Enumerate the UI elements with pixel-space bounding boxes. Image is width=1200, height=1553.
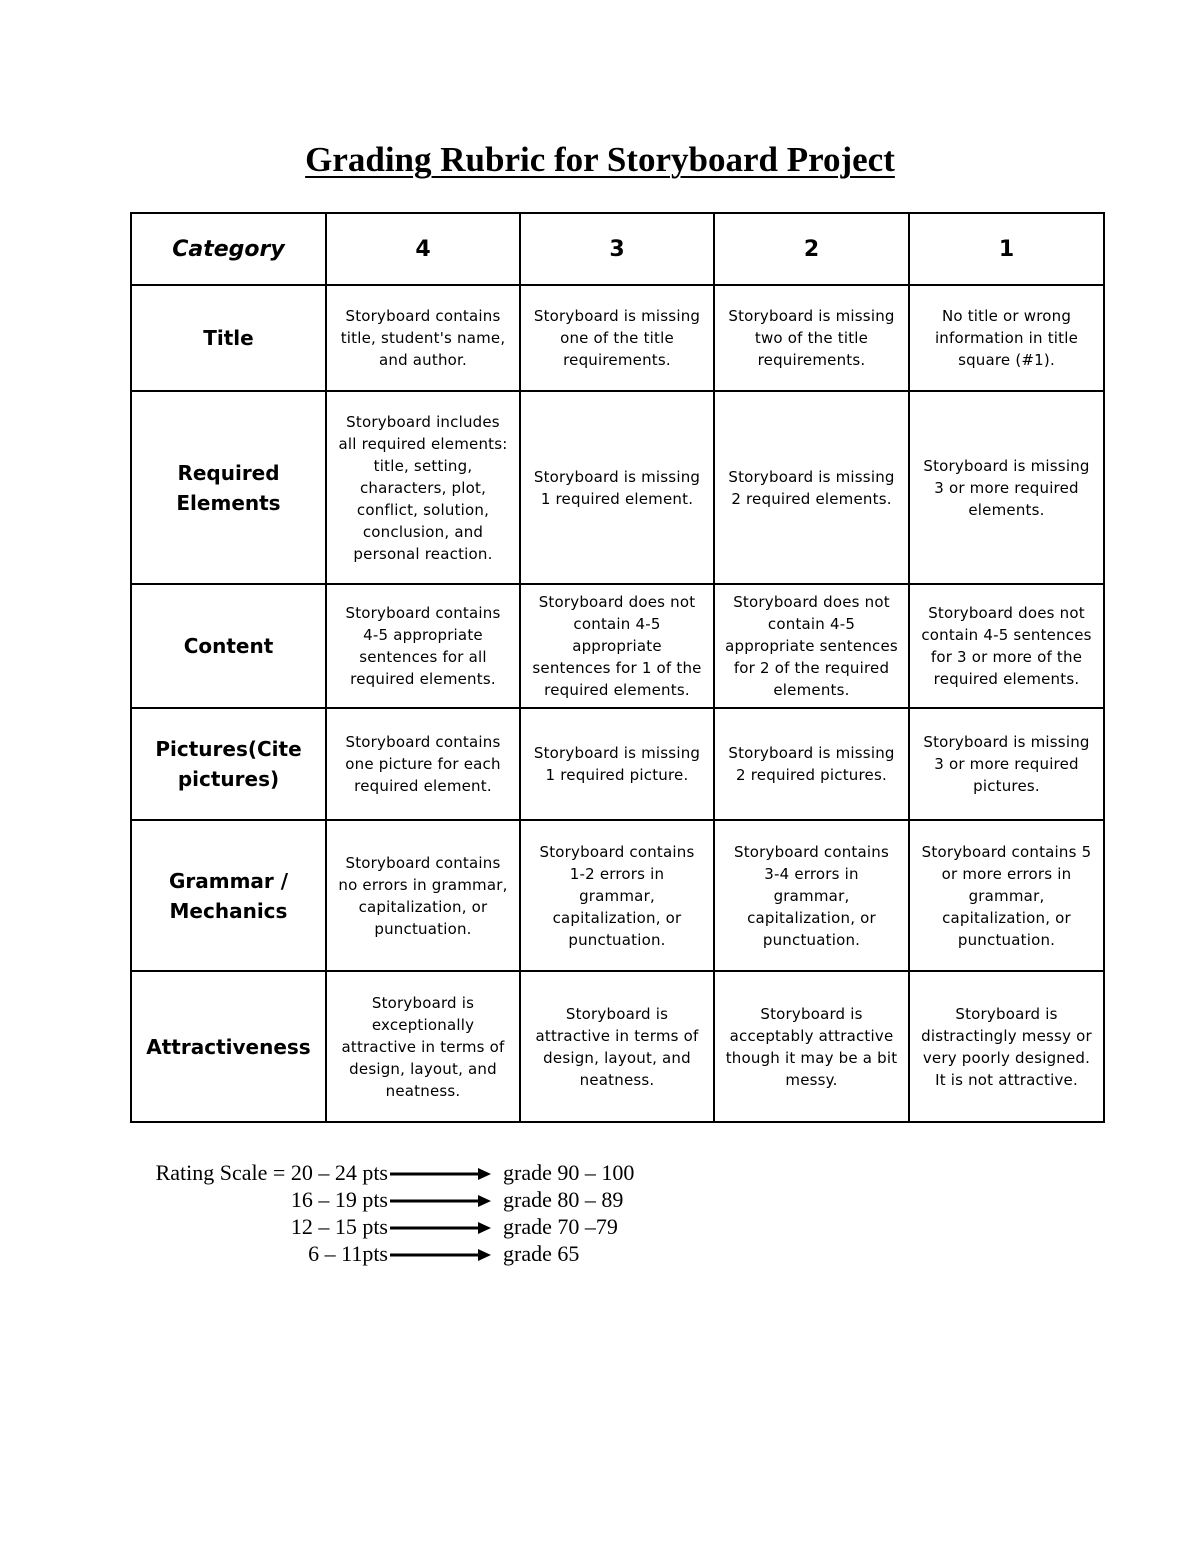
header-category: Category [131, 213, 326, 285]
table-cell: Storyboard is missing 2 required elements. [714, 391, 909, 584]
header-score-2: 2 [714, 213, 909, 285]
rating-points: 16 – 19 pts [290, 1187, 388, 1212]
table-cell: Storyboard is distractingly messy or very poorly designed. It is not attractive. [909, 971, 1104, 1122]
rubric-table [130, 212, 1105, 1123]
rating-scale-row [0, 1214, 1200, 1241]
table-cell: Storyboard is missing 3 or more required pictures. [909, 708, 1104, 820]
row-label-grammar-mechanics: Grammar / Mechanics [131, 820, 326, 971]
table-cell: Storyboard is missing 2 required pictures. [714, 708, 909, 820]
table-cell: Storyboard contains 4-5 appropriate sentences for all required elements. [326, 584, 520, 708]
rating-scale-row [0, 1187, 1200, 1214]
header-score-1: 1 [909, 213, 1104, 285]
right-arrow-icon [390, 1194, 492, 1208]
table-cell: Storyboard is missing 1 required element. [520, 391, 714, 584]
table-row [131, 584, 1104, 708]
right-arrow-icon [390, 1248, 492, 1262]
rating-scale-row [0, 1241, 1200, 1268]
row-label-title: Title [131, 285, 326, 391]
table-cell: Storyboard is acceptably attractive though it may be a bit messy. [714, 971, 909, 1122]
rating-grade: grade 80 – 89 [503, 1187, 624, 1212]
table-cell: Storyboard contains 1-2 errors in grammar, capitalization, or punctuation. [520, 820, 714, 971]
table-row [131, 391, 1104, 584]
rating-grade: grade 90 – 100 [503, 1160, 635, 1185]
table-cell: Storyboard does not contain 4-5 appropriate sentences for 1 of the required elements. [520, 584, 714, 708]
table-row [131, 708, 1104, 820]
table-cell: Storyboard is missing 3 or more required elements. [909, 391, 1104, 584]
table-cell: Storyboard includes all required elements: title, setting, characters, plot, conflict, solution, conclusion, and personal reaction. [326, 391, 520, 584]
row-label-attractiveness: Attractiveness [131, 971, 326, 1122]
table-cell: Storyboard contains 3-4 errors in grammar, capitalization, or punctuation. [714, 820, 909, 971]
header-score-3: 3 [520, 213, 714, 285]
rating-points: Rating Scale = 20 – 24 pts [155, 1160, 388, 1185]
rating-grade: grade 70 –79 [503, 1214, 618, 1239]
table-cell: Storyboard contains title, student's name, and author. [326, 285, 520, 391]
right-arrow-icon [390, 1167, 492, 1181]
table-cell: Storyboard does not contain 4-5 appropriate sentences for 2 of the required elements. [714, 584, 909, 708]
rating-grade: grade 65 [503, 1241, 580, 1266]
table-cell: Storyboard is missing 1 required picture. [520, 708, 714, 820]
table-cell: Storyboard is exceptionally attractive in terms of design, layout, and neatness. [326, 971, 520, 1122]
row-label-required-elements: Required Elements [131, 391, 326, 584]
table-cell: Storyboard contains no errors in grammar, capitalization, or punctuation. [326, 820, 520, 971]
table-cell: Storyboard is missing one of the title requirements. [520, 285, 714, 391]
table-cell: Storyboard contains one picture for each required element. [326, 708, 520, 820]
table-cell: No title or wrong information in title square (#1). [909, 285, 1104, 391]
rating-points: 6 – 11pts [308, 1241, 388, 1266]
rating-scale-row [0, 1160, 1200, 1187]
table-cell: Storyboard does not contain 4-5 sentences for 3 or more of the required elements. [909, 584, 1104, 708]
table-cell: Storyboard contains 5 or more errors in grammar, capitalization, or punctuation. [909, 820, 1104, 971]
header-row [131, 213, 1104, 285]
table-row [131, 285, 1104, 391]
row-label-pictures: Pictures(Cite pictures) [131, 708, 326, 820]
right-arrow-icon [390, 1221, 492, 1235]
table-row [131, 820, 1104, 971]
rating-points: 12 – 15 pts [290, 1214, 388, 1239]
table-row [131, 971, 1104, 1122]
table-cell: Storyboard is missing two of the title requirements. [714, 285, 909, 391]
row-label-content: Content [131, 584, 326, 708]
header-score-4: 4 [326, 213, 520, 285]
table-cell: Storyboard is attractive in terms of design, layout, and neatness. [520, 971, 714, 1122]
document-title: Grading Rubric for Storyboard Project [305, 140, 895, 179]
